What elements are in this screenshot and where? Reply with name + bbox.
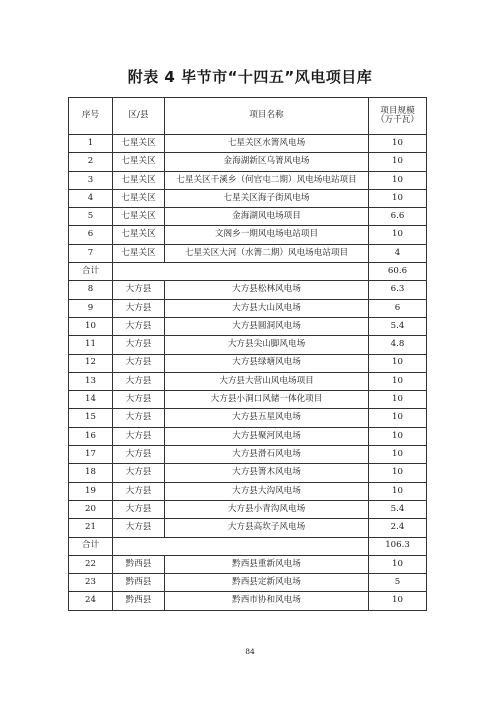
row-no: 9 [69,299,113,317]
table-row [69,317,427,335]
row-no: 10 [69,317,113,335]
row-project-name: 七星关区海子街风电场 [165,189,369,207]
table-row [69,153,427,171]
row-district: 大方县 [113,482,165,500]
table-row [69,244,427,262]
row-no: 8 [69,281,113,299]
row-capacity: 10 [369,427,427,445]
row-no: 2 [69,153,113,171]
row-project-name: 金海湖风电场项目 [165,208,369,226]
row-district: 黔西县 [113,555,165,573]
row-no: 16 [69,427,113,445]
row-capacity: 10 [369,391,427,409]
row-project-name: 大方县小青沟风电场 [165,500,369,518]
table-row [69,519,427,537]
row-district: 大方县 [113,391,165,409]
subtotal-empty [113,537,369,555]
row-district: 大方县 [113,427,165,445]
header-capacity [369,98,427,135]
row-capacity: 10 [369,189,427,207]
table-row [69,574,427,592]
table-row [69,189,427,207]
row-district: 大方县 [113,299,165,317]
wind-project-table [68,97,427,611]
row-district: 七星关区 [113,189,165,207]
row-no: 21 [69,519,113,537]
row-capacity: 10 [369,409,427,427]
row-district: 大方县 [113,336,165,354]
row-project-name: 黔西市协和风电场 [165,592,369,610]
row-no: 20 [69,500,113,518]
table-row [69,555,427,573]
row-district: 大方县 [113,409,165,427]
row-no: 13 [69,372,113,390]
row-district: 七星关区 [113,208,165,226]
row-capacity: 10 [369,171,427,189]
table-row [69,592,427,610]
subtotal-capacity: 60.6 [369,263,427,281]
table-row [69,354,427,372]
row-capacity: 10 [369,153,427,171]
table-row [69,299,427,317]
page-title: 附表 4 毕节市“十四五”风电项目库 [127,68,373,86]
row-project-name: 大方县五星风电场 [165,409,369,427]
row-no: 6 [69,226,113,244]
row-project-name: 大方县大沟风电场 [165,482,369,500]
row-capacity: 10 [369,555,427,573]
row-capacity: 5 [369,574,427,592]
row-project-name: 大方县高坎子风电场 [165,519,369,537]
table-row [69,446,427,464]
subtotal-row [69,263,427,281]
row-district: 黔西县 [113,574,165,592]
row-capacity: 10 [369,446,427,464]
row-project-name: 大方县尖山脚风电场 [165,336,369,354]
row-capacity: 10 [369,372,427,390]
row-project-name: 大方县圆洞风电场 [165,317,369,335]
table-row [69,482,427,500]
header-project-name: 项目名称 [165,98,369,135]
row-capacity: 10 [369,482,427,500]
row-capacity: 10 [369,354,427,372]
row-district: 七星关区 [113,171,165,189]
header-row [69,98,427,135]
row-district: 大方县 [113,372,165,390]
header-district: 区/县 [113,98,165,135]
row-project-name: 大方县松林风电场 [165,281,369,299]
row-project-name: 大方县大山风电场 [165,299,369,317]
row-no: 14 [69,391,113,409]
header-no: 序号 [69,98,113,135]
row-project-name: 文阁乡一期风电场电站项目 [165,226,369,244]
row-no: 12 [69,354,113,372]
row-project-name: 黔西县定新风电场 [165,574,369,592]
row-capacity: 10 [369,226,427,244]
row-project-name: 大方县大营山风电场项目 [165,372,369,390]
page-number: 84 [245,647,255,656]
row-capacity: 4 [369,244,427,262]
row-no: 17 [69,446,113,464]
row-project-name: 七星关区大河（水箐二期）风电场电站项目 [165,244,369,262]
row-project-name: 金海湖新区乌箐风电场 [165,153,369,171]
row-no: 4 [69,189,113,207]
row-project-name: 大方县聚河风电场 [165,427,369,445]
table-row [69,372,427,390]
table-row [69,226,427,244]
row-capacity: 6.3 [369,281,427,299]
row-district: 黔西县 [113,592,165,610]
row-district: 大方县 [113,464,165,482]
table-body [69,135,427,611]
row-project-name: 大方县小洞口风储一体化项目 [165,391,369,409]
row-capacity: 10 [369,592,427,610]
table-row [69,391,427,409]
table-row [69,336,427,354]
subtotal-empty [113,263,369,281]
row-project-name: 七星关区千溪乡（何官屯二期）风电场电站项目 [165,171,369,189]
row-project-name: 大方县滑石风电场 [165,446,369,464]
table-header [69,98,427,135]
row-capacity: 10 [369,135,427,153]
row-capacity: 2.4 [369,519,427,537]
row-district: 大方县 [113,317,165,335]
header-capacity-line2: （万千瓦） [376,115,419,125]
row-district: 七星关区 [113,135,165,153]
row-no: 7 [69,244,113,262]
row-capacity: 6.6 [369,208,427,226]
row-capacity: 5.4 [369,500,427,518]
row-district: 七星关区 [113,244,165,262]
row-capacity: 5.4 [369,317,427,335]
row-project-name: 黔西县重新风电场 [165,555,369,573]
subtotal-label: 合计 [69,537,113,555]
row-district: 七星关区 [113,153,165,171]
row-district: 七星关区 [113,226,165,244]
row-project-name: 七星关区水箐风电场 [165,135,369,153]
row-district: 大方县 [113,281,165,299]
row-capacity: 6 [369,299,427,317]
row-district: 大方县 [113,354,165,372]
header-capacity-line1: 项目规模 [380,105,415,116]
row-no: 23 [69,574,113,592]
table-row [69,135,427,153]
row-no: 5 [69,208,113,226]
table-row [69,427,427,445]
subtotal-label: 合计 [69,263,113,281]
subtotal-row [69,537,427,555]
row-project-name: 大方县绿塘风电场 [165,354,369,372]
row-district: 大方县 [113,519,165,537]
row-capacity: 4.8 [369,336,427,354]
row-no: 1 [69,135,113,153]
row-no: 24 [69,592,113,610]
row-no: 22 [69,555,113,573]
row-district: 大方县 [113,446,165,464]
row-no: 3 [69,171,113,189]
table-row [69,171,427,189]
table-row [69,281,427,299]
table-row [69,409,427,427]
row-district: 大方县 [113,500,165,518]
row-no: 15 [69,409,113,427]
row-no: 19 [69,482,113,500]
row-project-name: 大方县箐木风电场 [165,464,369,482]
subtotal-capacity: 106.3 [369,537,427,555]
table-row [69,208,427,226]
row-capacity: 10 [369,464,427,482]
row-no: 18 [69,464,113,482]
table-row [69,500,427,518]
row-no: 11 [69,336,113,354]
table-row [69,464,427,482]
